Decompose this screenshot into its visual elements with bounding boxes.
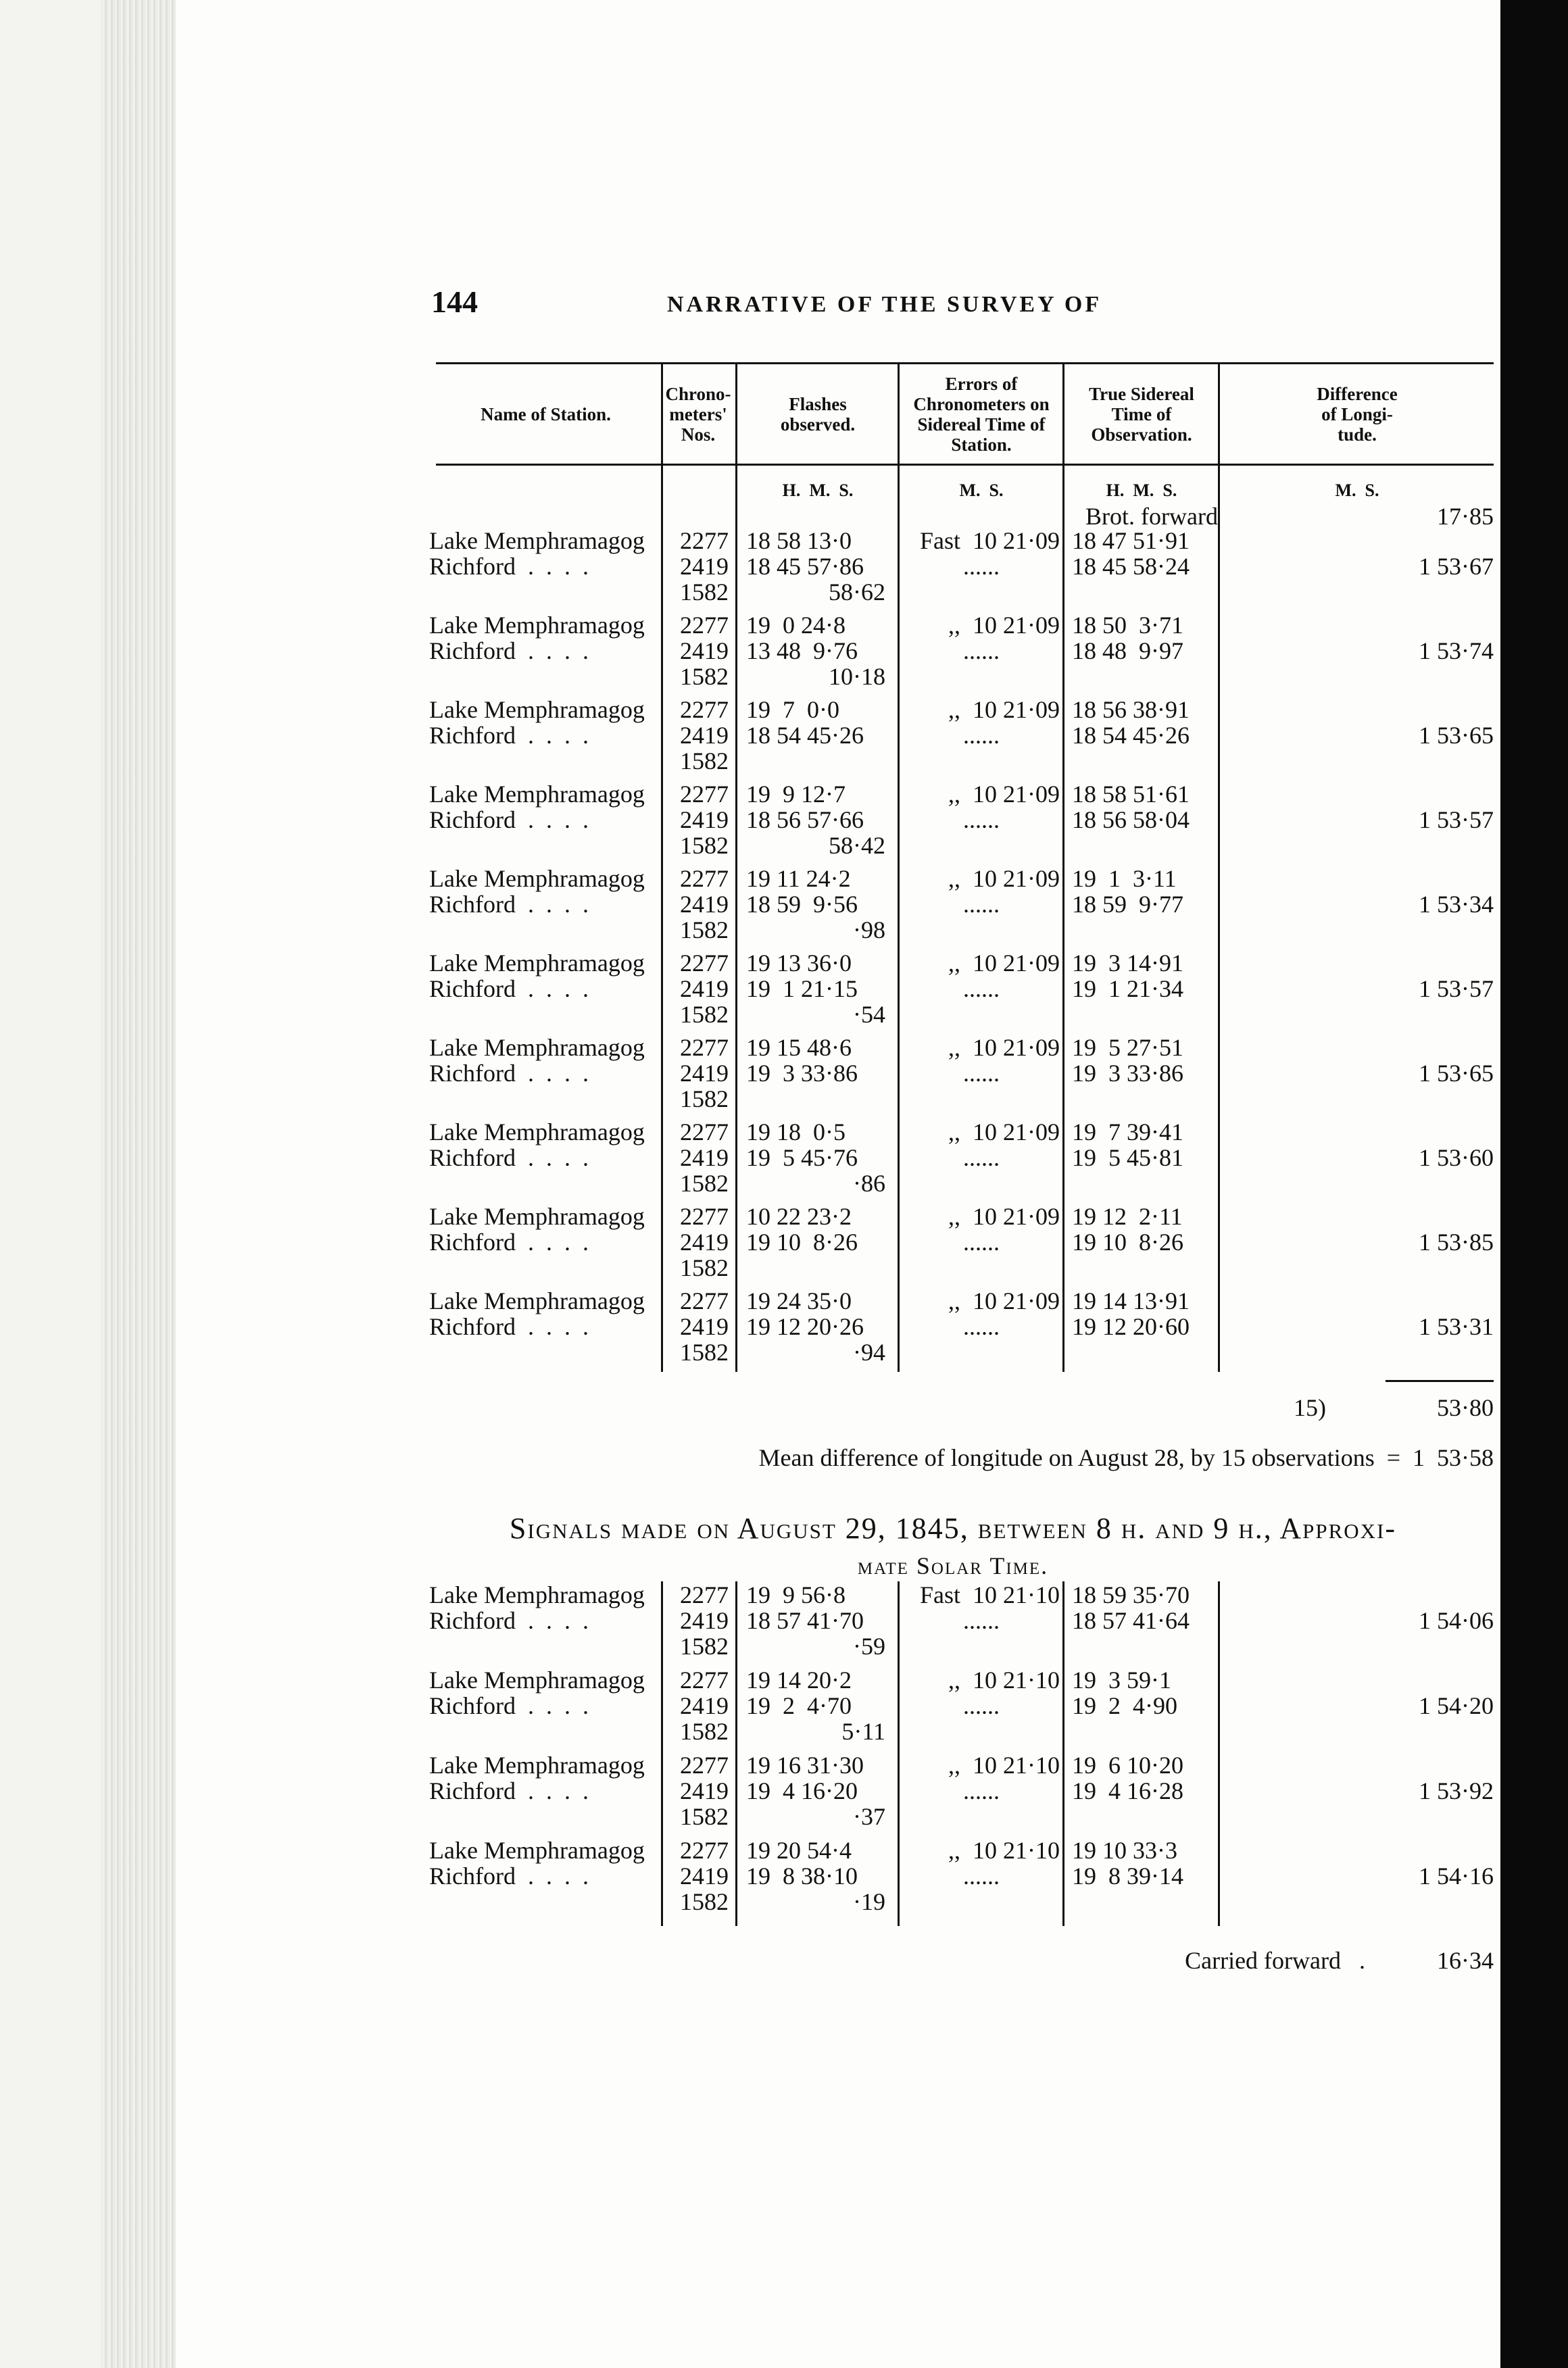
longitude-difference: 1 53·57 (1419, 975, 1494, 1002)
chronometer-error: ...... (963, 637, 1000, 664)
chronometer-number: 1582 (680, 1633, 729, 1660)
flash-time: 19 9 12·7 (746, 781, 846, 808)
chronometer-number: 2277 (680, 1118, 729, 1145)
sidereal-time: 18 48 9·97 (1072, 637, 1183, 664)
chronometer-number: 1582 (680, 663, 729, 690)
chronometer-number: 2419 (680, 637, 729, 664)
chronometer-error: ...... (963, 722, 1000, 749)
chronometer-error: ,, 10 21·09 (948, 949, 1060, 977)
chronometer-number: 1582 (680, 1254, 729, 1281)
station-name: Lake Memphramagog (429, 1118, 645, 1145)
chronometer-error: ...... (963, 1863, 1000, 1890)
chronometer-number: 2419 (680, 1144, 729, 1171)
chronometer-number: 2419 (680, 722, 729, 749)
longitude-difference: 1 53·65 (1419, 1060, 1494, 1087)
chronometer-number: 2277 (680, 527, 729, 554)
chronometer-error: ...... (963, 891, 1000, 918)
flash-time: 19 10 8·26 (746, 1229, 858, 1256)
chronometer-number: 1582 (680, 1803, 729, 1830)
chronometer-error: ,, 10 21·09 (948, 1287, 1060, 1314)
flash-time: 19 24 35·0 (746, 1287, 852, 1314)
sidereal-time: 18 57 41·64 (1072, 1607, 1190, 1634)
chronometer-number: 2419 (680, 891, 729, 918)
longitude-difference: 1 53·65 (1419, 722, 1494, 749)
longitude-difference: 1 53·31 (1419, 1313, 1494, 1340)
mean-difference: Mean difference of longitude on August 28, by 15 observations = 1 53·58 (758, 1444, 1494, 1471)
chronometer-number: 1582 (680, 1339, 729, 1366)
chronometer-number: 1582 (680, 832, 729, 859)
station-name: Richford . . . . (429, 1692, 589, 1719)
chronometer-number: 2419 (680, 1313, 729, 1340)
chronometer-number: 2277 (680, 696, 729, 723)
chronometer-number: 2419 (680, 975, 729, 1002)
signals-heading-line1: Signals made on August 29, 1845, between 8 h. and 9 h., Approxi- (509, 1512, 1397, 1545)
section2-column-rule (1062, 1581, 1064, 1926)
station-name: Richford . . . . (429, 1607, 589, 1634)
chronometer-number: 2419 (680, 1607, 729, 1634)
page-edge (101, 0, 176, 2368)
chronometer-error: ,, 10 21·09 (948, 696, 1060, 723)
sidereal-time: 18 50 3·71 (1072, 612, 1183, 639)
sidereal-time: 18 59 35·70 (1072, 1581, 1190, 1608)
chronometer-error: ...... (963, 1060, 1000, 1087)
sidereal-time: 19 10 8·26 (1072, 1229, 1183, 1256)
header-bottom-rule (436, 464, 1494, 466)
chronometer-error: ,, 10 21·09 (948, 781, 1060, 808)
station-name: Lake Memphramagog (429, 949, 645, 977)
station-name: Richford . . . . (429, 1777, 589, 1804)
station-name: Lake Memphramagog (429, 865, 645, 892)
header-top-rule (436, 362, 1494, 364)
flash-time: 19 0 24·8 (746, 612, 846, 639)
chronometer-number: 1582 (680, 1888, 729, 1915)
flash-time: ·54 (853, 1001, 885, 1028)
flash-time: 19 7 0·0 (746, 696, 839, 723)
sidereal-time: 19 3 33·86 (1072, 1060, 1183, 1087)
section2-column-rule (735, 1581, 737, 1926)
flash-time: 19 3 33·86 (746, 1060, 858, 1087)
sidereal-time: 19 7 39·41 (1072, 1118, 1183, 1145)
flash-time: ·86 (853, 1170, 885, 1197)
station-name: Richford . . . . (429, 1863, 589, 1890)
flash-time: 18 58 13·0 (746, 527, 852, 554)
units-flashes: H. M. S. (782, 480, 854, 500)
longitude-difference: 1 53·67 (1419, 553, 1494, 580)
station-name: Richford . . . . (429, 806, 589, 833)
chronometer-error: ...... (963, 1313, 1000, 1340)
chronometer-number: 2277 (680, 865, 729, 892)
longitude-difference: 1 53·57 (1419, 806, 1494, 833)
flash-time: 19 14 20·2 (746, 1667, 852, 1694)
brought-forward-label: Brot. forward (1085, 503, 1218, 530)
flash-time: 19 18 0·5 (746, 1118, 846, 1145)
chronometer-number: 2419 (680, 1863, 729, 1890)
chronometer-number: 2277 (680, 1203, 729, 1230)
chronometer-error: ,, 10 21·10 (948, 1837, 1060, 1864)
longitude-difference: 1 54·16 (1419, 1863, 1494, 1890)
flash-time: ·37 (853, 1803, 885, 1830)
sidereal-time: 18 47 51·91 (1072, 527, 1190, 554)
flash-time: 18 59 9·56 (746, 891, 858, 918)
sidereal-time: 19 5 45·81 (1072, 1144, 1183, 1171)
chronometer-number: 1582 (680, 916, 729, 943)
longitude-difference: 1 53·85 (1419, 1229, 1494, 1256)
longitude-difference: 1 54·06 (1419, 1607, 1494, 1634)
longitude-difference: 1 54·20 (1419, 1692, 1494, 1719)
chronometer-error: ,, 10 21·09 (948, 1118, 1060, 1145)
section2-column-rule (898, 1581, 900, 1926)
scan-border (1500, 0, 1568, 2368)
chronometer-number: 2277 (680, 1581, 729, 1608)
flash-time: 19 8 38·10 (746, 1863, 858, 1890)
flash-time: 19 15 48·6 (746, 1034, 852, 1061)
flash-time: 19 13 36·0 (746, 949, 852, 977)
chronometer-error: ...... (963, 1607, 1000, 1634)
chronometer-error: ...... (963, 1144, 1000, 1171)
chronometer-number: 2419 (680, 806, 729, 833)
station-name: Richford . . . . (429, 637, 589, 664)
chronometer-number: 2419 (680, 553, 729, 580)
sidereal-time: 19 1 3·11 (1072, 865, 1177, 892)
book-page (176, 0, 1500, 2368)
sidereal-time: 19 3 14·91 (1072, 949, 1183, 977)
column-header-difference: Difference of Longi- tude. (1317, 383, 1398, 445)
longitude-difference: 1 53·60 (1419, 1144, 1494, 1171)
sidereal-time: 19 6 10·20 (1072, 1752, 1183, 1779)
station-name: Richford . . . . (429, 975, 589, 1002)
station-name: Richford . . . . (429, 891, 589, 918)
total-rule (1386, 1380, 1494, 1382)
longitude-difference: 1 53·74 (1419, 637, 1494, 664)
chronometer-number: 2419 (680, 1692, 729, 1719)
flash-time: 19 16 31·30 (746, 1752, 864, 1779)
longitude-difference: 1 53·92 (1419, 1777, 1494, 1804)
section2-column-rule (1218, 1581, 1220, 1926)
flash-time: 10 22 23·2 (746, 1203, 852, 1230)
chronometer-number: 1582 (680, 1001, 729, 1028)
total-divisor: 15) (1294, 1394, 1326, 1421)
section1-column-rule (898, 362, 900, 1372)
chronometer-number: 1582 (680, 1718, 729, 1745)
chronometer-number: 2277 (680, 1287, 729, 1314)
flash-time: 19 4 16·20 (746, 1777, 858, 1804)
flash-time: ·94 (853, 1339, 885, 1366)
sidereal-time: 19 5 27·51 (1072, 1034, 1183, 1061)
chronometer-number: 2419 (680, 1777, 729, 1804)
station-name: Lake Memphramagog (429, 1752, 645, 1779)
column-header-station: Name of Station. (481, 403, 611, 424)
station-name: Lake Memphramagog (429, 527, 645, 554)
sidereal-time: 19 8 39·14 (1072, 1863, 1183, 1890)
section1-column-rule (1062, 362, 1064, 1372)
chronometer-error: ...... (963, 1692, 1000, 1719)
station-name: Richford . . . . (429, 553, 589, 580)
flash-time: 58·42 (829, 832, 885, 859)
station-name: Richford . . . . (429, 722, 589, 749)
chronometer-number: 2277 (680, 1752, 729, 1779)
sidereal-time: 18 56 58·04 (1072, 806, 1190, 833)
chronometer-error: Fast 10 21·09 (920, 527, 1060, 554)
sidereal-time: 19 12 2·11 (1072, 1203, 1183, 1230)
column-header-errors: Errors of Chronometers on Sidereal Time of Station. (913, 373, 1050, 455)
chronometer-number: 2277 (680, 1837, 729, 1864)
flash-time: 18 56 57·66 (746, 806, 864, 833)
chronometer-number: 2419 (680, 1229, 729, 1256)
chronometer-number: 2277 (680, 1667, 729, 1694)
longitude-difference: 1 53·34 (1419, 891, 1494, 918)
sidereal-time: 18 56 38·91 (1072, 696, 1190, 723)
flash-time: 19 1 21·15 (746, 975, 858, 1002)
running-title: NARRATIVE OF THE SURVEY OF (667, 292, 1102, 317)
station-name: Richford . . . . (429, 1144, 589, 1171)
chronometer-error: ,, 10 21·09 (948, 612, 1060, 639)
flash-time: 13 48 9·76 (746, 637, 858, 664)
flash-time: 18 57 41·70 (746, 1607, 864, 1634)
chronometer-number: 2277 (680, 612, 729, 639)
flash-time: 19 5 45·76 (746, 1144, 858, 1171)
binding-shadow (0, 0, 101, 2368)
units-errors: M. S. (959, 480, 1004, 500)
flash-time: 18 45 57·86 (746, 553, 864, 580)
chronometer-error: ...... (963, 1777, 1000, 1804)
signals-heading-line2: mate Solar Time. (857, 1552, 1049, 1579)
sidereal-time: 19 10 33·3 (1072, 1837, 1177, 1864)
station-name: Lake Memphramagog (429, 612, 645, 639)
total-value: 53·80 (1437, 1394, 1494, 1421)
sidereal-time: 19 2 4·90 (1072, 1692, 1177, 1719)
flash-time: ·19 (853, 1888, 885, 1915)
sidereal-time: 18 58 51·61 (1072, 781, 1190, 808)
brought-forward-value: 17·85 (1437, 503, 1494, 530)
station-name: Richford . . . . (429, 1229, 589, 1256)
sidereal-time: 18 45 58·24 (1072, 553, 1190, 580)
station-name: Lake Memphramagog (429, 1034, 645, 1061)
flash-time: ·59 (853, 1633, 885, 1660)
flash-time: 58·62 (829, 578, 885, 606)
station-name: Lake Memphramagog (429, 781, 645, 808)
flash-time: 19 9 56·8 (746, 1581, 846, 1608)
chronometer-number: 1582 (680, 578, 729, 606)
chronometer-error: ,, 10 21·09 (948, 1203, 1060, 1230)
chronometer-error: Fast 10 21·10 (920, 1581, 1060, 1608)
station-name: Lake Memphramagog (429, 1667, 645, 1694)
chronometer-error: ,, 10 21·09 (948, 865, 1060, 892)
units-sidereal: H. M. S. (1106, 480, 1177, 500)
page-number: 144 (431, 285, 478, 319)
chronometer-error: ...... (963, 806, 1000, 833)
chronometer-number: 1582 (680, 1085, 729, 1112)
carried-forward-label: Carried forward . (1185, 1947, 1365, 1974)
flash-time: 18 54 45·26 (746, 722, 864, 749)
station-name: Richford . . . . (429, 1313, 589, 1340)
chronometer-number: 1582 (680, 747, 729, 774)
chronometer-error: ,, 10 21·10 (948, 1752, 1060, 1779)
flash-time: 5·11 (841, 1718, 885, 1745)
station-name: Richford . . . . (429, 1060, 589, 1087)
chronometer-error: ...... (963, 553, 1000, 580)
column-header-flashes: Flashes observed. (780, 393, 856, 435)
flash-time: 19 2 4·70 (746, 1692, 852, 1719)
station-name: Lake Memphramagog (429, 696, 645, 723)
station-name: Lake Memphramagog (429, 1203, 645, 1230)
station-name: Lake Memphramagog (429, 1581, 645, 1608)
chronometer-number: 2277 (680, 781, 729, 808)
chronometer-number: 2419 (680, 1060, 729, 1087)
chronometer-number: 1582 (680, 1170, 729, 1197)
units-difference: M. S. (1335, 480, 1379, 500)
section1-column-rule (1218, 362, 1220, 1372)
sidereal-time: 18 54 45·26 (1072, 722, 1190, 749)
flash-time: 10·18 (829, 663, 885, 690)
carried-forward-value: 16·34 (1437, 1947, 1494, 1974)
sidereal-time: 19 4 16·28 (1072, 1777, 1183, 1804)
chronometer-error: ...... (963, 975, 1000, 1002)
column-header-sidereal: True Sidereal Time of Observation. (1089, 383, 1194, 445)
column-header-chronometers: Chrono- meters' Nos. (665, 383, 731, 445)
flash-time: ·98 (853, 916, 885, 943)
flash-time: 19 12 20·26 (746, 1313, 864, 1340)
station-name: Lake Memphramagog (429, 1287, 645, 1314)
flash-time: 19 20 54·4 (746, 1837, 852, 1864)
sidereal-time: 19 12 20·60 (1072, 1313, 1190, 1340)
chronometer-error: ,, 10 21·10 (948, 1667, 1060, 1694)
chronometer-error: ...... (963, 1229, 1000, 1256)
sidereal-time: 19 3 59·1 (1072, 1667, 1171, 1694)
chronometer-error: ,, 10 21·09 (948, 1034, 1060, 1061)
chronometer-number: 2277 (680, 1034, 729, 1061)
sidereal-time: 19 1 21·34 (1072, 975, 1183, 1002)
station-name: Lake Memphramagog (429, 1837, 645, 1864)
chronometer-number: 2277 (680, 949, 729, 977)
sidereal-time: 19 14 13·91 (1072, 1287, 1190, 1314)
flash-time: 19 11 24·2 (746, 865, 851, 892)
section1-column-rule (735, 362, 737, 1372)
sidereal-time: 18 59 9·77 (1072, 891, 1183, 918)
